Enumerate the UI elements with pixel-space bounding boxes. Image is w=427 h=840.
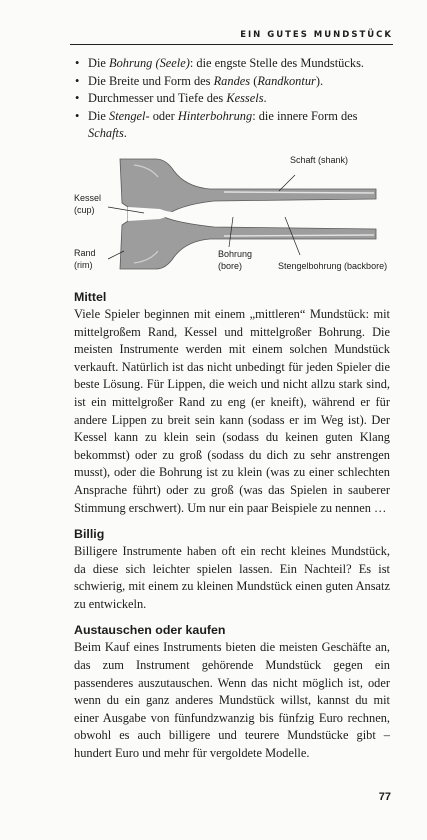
section-heading: Billig (74, 527, 105, 542)
page-body (74, 55, 390, 763)
section-paragraph: Billigere Instrumente haben oft ein recht kleines Mundstück, da diese sich leichter spielen lassen. Ein Nachteil? Es ist schwierig, mit einem zu kleinen Mundstück einen guten Ansatz zu entwickeln. (74, 544, 390, 611)
bullet-item: • Die Breite und Form des Randes (Randkontur). (74, 73, 390, 91)
label-stengelbohrung: Stengelbohrung (backbore) (278, 260, 388, 271)
running-header: EIN GUTES MUNDSTÜCK (70, 30, 393, 45)
label-bohrung: Bohrung (218, 248, 253, 259)
label-kessel-en: (cup) (74, 204, 95, 215)
label-schaft: Schaft (shank) (290, 154, 349, 165)
mouthpiece-diagram (74, 153, 390, 281)
page-number: 77 (378, 791, 391, 803)
bullet-item: • Die Bohrung (Seele): die engste Stelle des Mundstücks. (74, 55, 390, 73)
label-rand-en: (rim) (74, 259, 93, 270)
section-paragraph: Viele Spieler beginnen mit einem „mittleren“ Mundstück: mit mittelgroßem Rand, Kessel und mittelgroßer Bohrung. Die meisten Instrumente werden mit einem solchen Mundstück verkauft. Natürlich ist das nicht unbedingt für jeden Spieler die beste Lösung. Für Lippen, die weich und nicht allzu stark sind, ist ein mittelgroßer Rand zu eng (er kneift), während er für andere Lippen zu breit sein kann (sodass er im Weg ist). Der Kessel kann zu klein sein (sodass du keinen guten Klang bekommst) oder zu groß (sodass du dich zu sehr anstrengen musst), oder die Bohrung ist zu klein (was zu einer schlechten Ansprache führt) oder zu groß (was das Spielen in sauberer Stimmung erschwert). Um nur ein paar Beispiele zu nennen … (74, 306, 390, 515)
bullet-list (74, 55, 390, 143)
section-billig (74, 526, 390, 613)
section-paragraph: Beim Kauf eines Instruments bieten die meisten Geschäfte an, das zum Instrument gehörende Mundstück gegen ein passenderes auszutauschen. Wenn das nicht möglich ist, oder wenn du ein ganz anderes Mundstück willst, kannst du mit einer Ausgabe von fünfundzwanzig bis fünfzig Euro rechnen, obwohl es auch billigere und teurere Mundstücke gibt – hundert Euro und mehr für vergoldete Modelle. (74, 640, 390, 761)
label-bohrung-en: (bore) (218, 260, 243, 271)
bullet-item: • Durchmesser und Tiefe des Kessels. (74, 90, 390, 108)
section-mittel (74, 289, 390, 517)
bullet-item: • Die Stengel- oder Hinterbohrung: die innere Form des Schafts. (74, 108, 390, 143)
section-heading: Austauschen oder kaufen (74, 623, 226, 638)
label-kessel: Kessel (74, 192, 102, 203)
section-heading: Mittel (74, 289, 107, 304)
section-austauschen (74, 622, 390, 762)
label-rand: Rand (74, 247, 96, 258)
